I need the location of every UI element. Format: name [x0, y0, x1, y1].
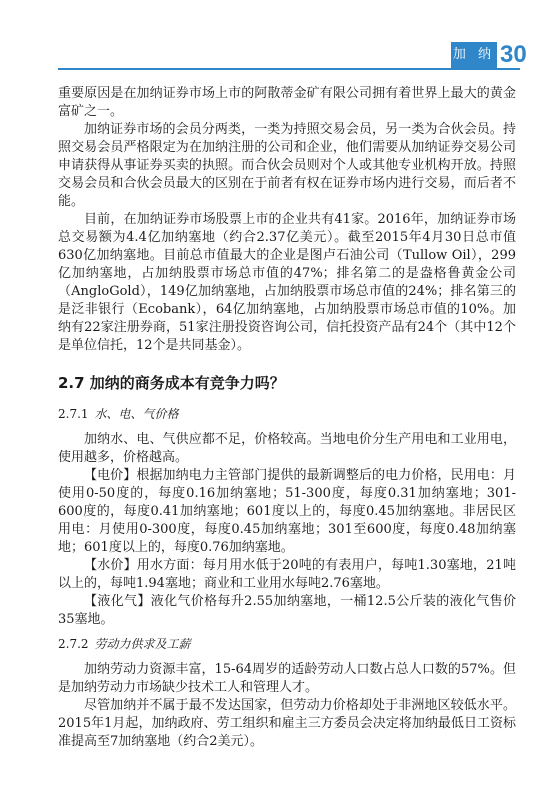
paragraph-minimum-wage: 尽管加纳并不属于最不发达国家，但劳动力价格却处于非洲地区较低水平。2015年1月起，加纳政府、劳工组织和雇主三方委员会决定将加纳最低日工资标准提高至7加纳塞地（约合2美元）。: [58, 698, 516, 749]
subsection-title: 劳动力供求及工薪: [94, 637, 191, 651]
paragraph-exchange-members: 加纳证券市场的会员分两类，一类为持照交易会员，另一类为合伙会员。持照交易会员严格限定为在加纳注册的公司和企业，他们需要从加纳证券交易公司申请获得从事证券买卖的执照。而合伙会员则对个人或其他专业机构开放。持照交易会员和合伙会员最大的区别在于前者有权在证券市场内进行交易，而后者不能。: [58, 122, 516, 209]
paragraph-water-price: 【水价】用水方面：每月用水低于20吨的有表用户，每吨1.30塞地，21吨以上的，每吨1.94塞地；商业和工业用水每吨2.76塞地。: [58, 558, 516, 591]
section-heading: 2.7 加纳的商务成本有竞争力吗？: [58, 374, 285, 392]
paragraph-labor-supply: 加纳劳动力资源丰富，15-64周岁的适龄劳动人口数占总人口数的57%。但是加纳劳动力市场缺少技术工人和管理人才。: [58, 662, 516, 695]
page-body: [58, 85, 516, 751]
subsection-heading-labor: [58, 635, 516, 653]
paragraph-lpg-price: 【液化气】液化气价格每升2.55加纳塞地，一桶12.5公斤装的液化气售价35塞地。: [58, 594, 516, 627]
paragraph-listed-companies: 目前，在加纳证券市场股票上市的企业共有41家。2016年，加纳证券市场总交易额为4.4亿加纳塞地（约合2.37亿美元）。截至2015年4月30日总市值630亿加纳塞地。目前总市值最大的企业是图卢石油公司（Tullow Oil），299亿加纳塞地，占加纳股票市场总市值的47%；排名第二的是盎格鲁黄金公司（AngloGold），149亿加纳塞地，占加纳股票市场总市值的24%；排名第三的是泛非银行（Ecobank），64亿加纳塞地，占加纳股票市场总市值的10%。加纳有22家注册券商，51家注册投资咨询公司，信托投资产品有24个（其中12个是单位信托，12个是共同基金）。: [58, 212, 516, 353]
chapter-tab-label: 加 纳: [452, 47, 496, 62]
paragraph-utilities-intro: 加纳水、电、气供应都不足，价格较高。当地电价分生产用电和工业用电，使用越多，价格越高。: [58, 432, 516, 465]
chapter-tab: [451, 42, 497, 68]
paragraph-continuation: 重要原因是在加纳证券市场上市的阿散蒂金矿有限公司拥有着世界上最大的黄金富矿之一。: [58, 86, 516, 119]
subsection-heading-utilities: [58, 405, 516, 423]
subsection-number: 2.7.1: [58, 407, 89, 421]
page-number: 30: [500, 41, 527, 68]
header-rule: [58, 68, 520, 70]
paragraph-electricity-price: 【电价】根据加纳电力主管部门提供的最新调整后的电力价格，民用电：月使用0-50度的，每度0.16加纳塞地；51-300度，每度0.31加纳塞地；301-600度的，每度0.41加纳塞地；601度以上的，每度0.45加纳塞地。非居民区用电：月使用0-300度，每度0.45加纳塞地；301至600度，每度0.48加纳塞地；601度以上的，每度0.76加纳塞地。: [58, 468, 516, 555]
subsection-number: 2.7.2: [58, 637, 89, 651]
subsection-title: 水、电、气价格: [94, 407, 179, 421]
